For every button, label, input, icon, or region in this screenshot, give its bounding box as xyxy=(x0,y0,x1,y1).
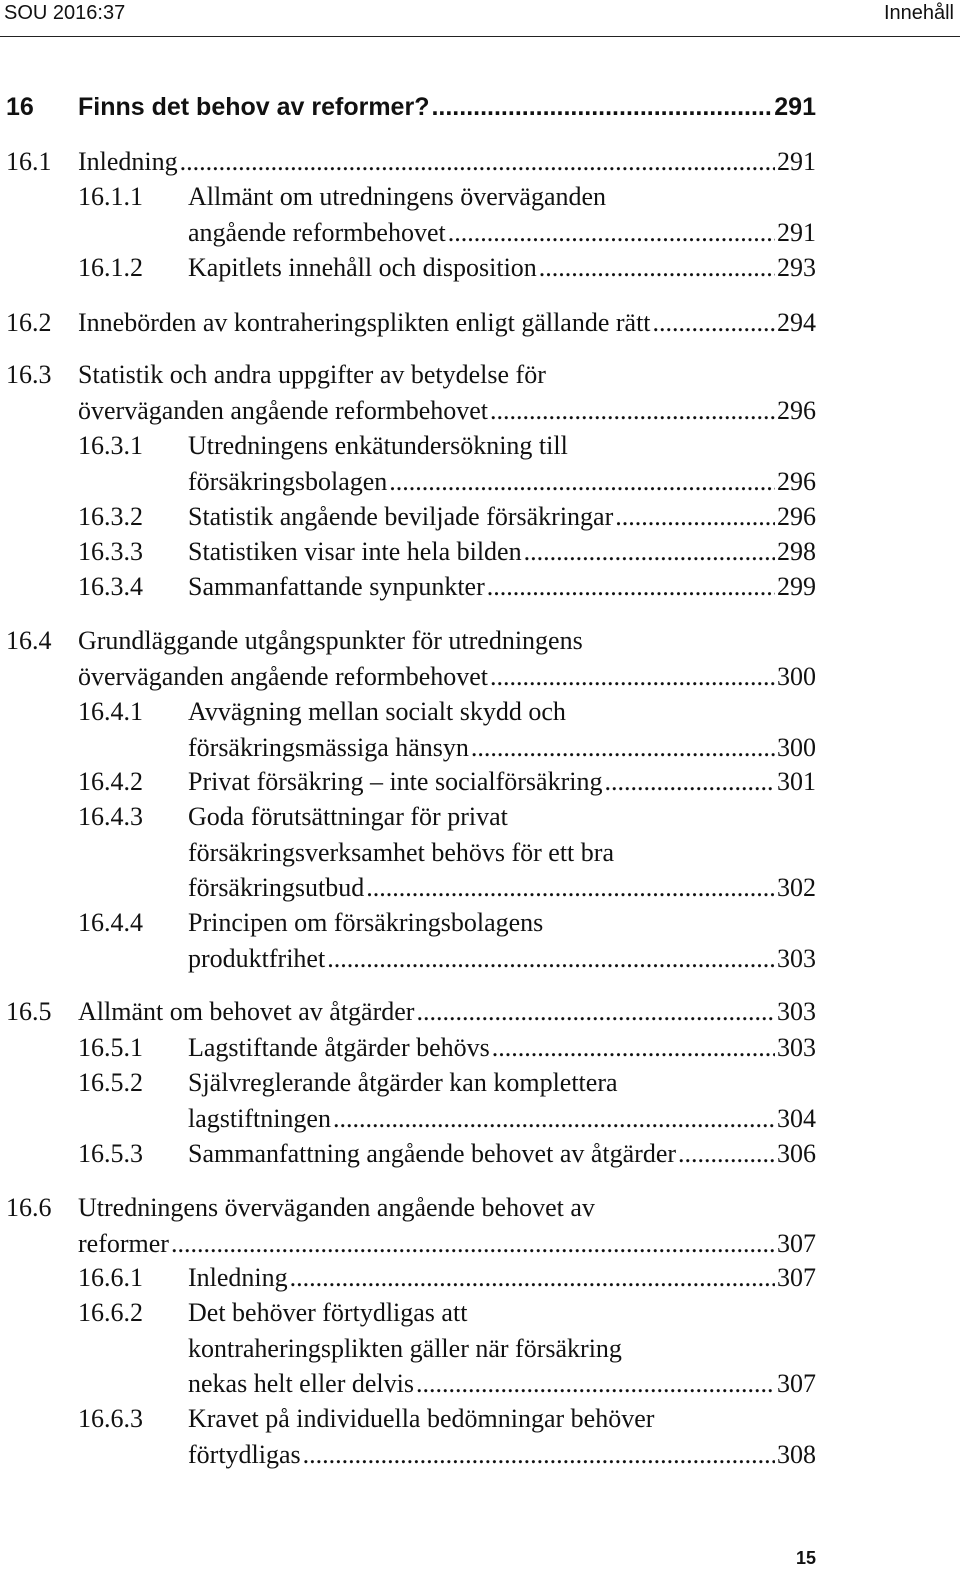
toc-entry-page: 303 xyxy=(777,943,816,973)
dot-leader xyxy=(471,730,775,766)
toc-entry-page: 303 xyxy=(777,997,816,1026)
toc-entry-page: 291 xyxy=(774,93,816,121)
toc-entry-number: 16.5.1 xyxy=(78,1033,143,1062)
toc-entry-title: överväganden angående reformbehovet xyxy=(78,395,489,425)
toc-entry-page: 298 xyxy=(777,537,816,566)
toc-entry-number: 16.4.1 xyxy=(78,697,143,726)
dot-leader xyxy=(171,1226,775,1262)
toc-entry-title: försäkringsutbud xyxy=(188,873,365,902)
dot-leader xyxy=(524,534,775,570)
toc-entry-title: förtydligas xyxy=(188,1439,301,1469)
toc-entry-title: Statistiken visar inte hela bilden xyxy=(188,537,522,566)
toc-entry-page: 302 xyxy=(777,873,816,902)
toc-entry-title: försäkringsverksamhet behövs för ett bra xyxy=(188,837,614,867)
toc-entry-number: 16.5.3 xyxy=(78,1139,143,1168)
toc-entry-title: Kravet på individuella bedömningar behöver xyxy=(188,1404,655,1433)
toc-entry-title: Utredningens enkätundersökning till xyxy=(188,431,568,460)
toc-entry-number: 16.3 xyxy=(6,360,52,389)
dot-leader xyxy=(416,1366,775,1402)
toc-entry-title: Sammanfattande synpunkter xyxy=(188,572,485,601)
page-number: 15 xyxy=(795,1548,816,1568)
dot-leader xyxy=(431,90,772,126)
toc-entry-number: 16.4 xyxy=(6,626,52,655)
toc-entry-title: nekas helt eller delvis xyxy=(188,1369,414,1398)
toc-entry-page: 307 xyxy=(777,1369,816,1398)
toc-entry-number: 16.3.4 xyxy=(78,572,143,601)
toc-entry-number: 16.5.2 xyxy=(78,1068,143,1097)
toc-entry-title: produktfrihet xyxy=(188,943,326,973)
toc-entry-title: Inledning xyxy=(188,1263,288,1292)
toc-entry-page: 300 xyxy=(777,732,816,762)
toc-entry-page: 299 xyxy=(777,572,816,601)
toc-entry-number: 16.6.1 xyxy=(78,1263,143,1292)
toc-entry-title: Kapitlets innehåll och disposition xyxy=(188,253,537,282)
toc-entry-number: 16.1 xyxy=(6,147,52,176)
toc-entry-page: 296 xyxy=(777,502,816,531)
toc-entry-number: 16.1.1 xyxy=(78,182,143,211)
toc-entry-number: 16.3.3 xyxy=(78,537,143,566)
dot-leader xyxy=(333,1101,775,1137)
toc-entry-page: 294 xyxy=(777,308,816,337)
toc-entry-title: Självreglerande åtgärder kan komplettera xyxy=(188,1068,618,1097)
toc-entry-title: Grundläggande utgångspunkter för utredningens xyxy=(78,626,583,655)
toc-entry-number: 16.4.3 xyxy=(78,802,143,831)
toc-entry-title: kontraheringsplikten gäller när försäkring xyxy=(188,1333,622,1363)
toc-entry-number: 16.3.2 xyxy=(78,502,143,531)
dot-leader xyxy=(303,1437,775,1473)
toc-entry-page: 300 xyxy=(777,661,816,691)
toc-entry-title: Privat försäkring – inte socialförsäkring xyxy=(188,767,603,796)
dot-leader xyxy=(539,250,775,286)
toc-entry-title: angående reformbehovet xyxy=(188,217,446,247)
dot-leader xyxy=(615,499,775,535)
toc-entry-number: 16.6 xyxy=(6,1193,52,1222)
dot-leader xyxy=(487,569,775,605)
toc-entry-number: 16.4.4 xyxy=(78,908,143,937)
toc-entry-page: 308 xyxy=(777,1439,816,1469)
toc-entry-number: 16.6.3 xyxy=(78,1404,143,1433)
toc-entry-number: 16.4.2 xyxy=(78,767,143,796)
dot-leader xyxy=(366,870,775,906)
toc-entry-title: Sammanfattning angående behovet av åtgärder xyxy=(188,1139,677,1168)
toc-entry-page: 307 xyxy=(777,1228,816,1258)
toc-entry-title: försäkringsmässiga hänsyn xyxy=(188,732,469,762)
toc-entry-number: 16.6.2 xyxy=(78,1298,143,1327)
toc-entry-title: Innebörden av kontraheringsplikten enligt gällande rätt xyxy=(78,308,651,337)
toc-entry-page: 291 xyxy=(777,217,816,247)
toc-entry-title: reformer xyxy=(78,1228,169,1258)
toc-entry-page: 303 xyxy=(777,1033,816,1062)
toc-entry-page: 291 xyxy=(777,147,816,176)
toc-entry-title: Utredningens överväganden angående behovet av xyxy=(78,1193,595,1222)
dot-leader xyxy=(416,994,775,1030)
dot-leader xyxy=(490,659,775,695)
running-header-left: SOU 2016:37 xyxy=(4,2,126,24)
dot-leader xyxy=(180,144,775,180)
dot-leader xyxy=(678,1136,775,1172)
toc-entry-title: Det behöver förtydligas att xyxy=(188,1298,468,1327)
dot-leader xyxy=(290,1260,775,1296)
toc-entry-number: 16.2 xyxy=(6,308,52,337)
toc-entry-page: 304 xyxy=(777,1103,816,1133)
toc-entry-title: Allmänt om behovet av åtgärder xyxy=(78,997,415,1026)
dot-leader xyxy=(389,464,775,500)
toc-entry-title: Principen om försäkringsbolagens xyxy=(188,908,544,937)
toc-entry-number: 16 xyxy=(6,93,34,121)
dot-leader xyxy=(448,215,775,251)
toc-entry-title: lagstiftningen xyxy=(188,1103,331,1133)
toc-entry-number: 16.5 xyxy=(6,997,52,1026)
dot-leader xyxy=(604,764,775,800)
toc-entry-title: Finns det behov av reformer? xyxy=(78,93,430,121)
toc-entry-title: Statistik angående beviljade försäkringar xyxy=(188,502,614,531)
toc-entry-title: Statistik och andra uppgifter av betydelse för xyxy=(78,360,546,389)
toc-entry-number: 16.3.1 xyxy=(78,431,143,460)
toc-entry-page: 306 xyxy=(777,1139,816,1168)
toc-entry-page: 307 xyxy=(777,1263,816,1292)
toc-entry-title: Goda förutsättningar för privat xyxy=(188,802,508,831)
dot-leader xyxy=(653,305,775,341)
dot-leader xyxy=(490,393,775,429)
running-header-right: Innehåll xyxy=(883,2,954,24)
toc-entry-title: Lagstiftande åtgärder behövs xyxy=(188,1033,490,1062)
toc-entry-title: överväganden angående reformbehovet xyxy=(78,661,489,691)
toc-entry-page: 293 xyxy=(777,253,816,282)
dot-leader xyxy=(492,1030,775,1066)
header-rule xyxy=(0,36,960,37)
toc-entry-page: 296 xyxy=(777,466,816,496)
toc-entry-number: 16.1.2 xyxy=(78,253,143,282)
toc-entry-title: Avvägning mellan socialt skydd och xyxy=(188,697,566,726)
toc-entry-page: 296 xyxy=(777,395,816,425)
dot-leader xyxy=(327,941,775,977)
toc-entry-title: försäkringsbolagen xyxy=(188,466,388,496)
toc-entry-page: 301 xyxy=(777,767,816,796)
toc-entry-title: Inledning xyxy=(78,147,178,176)
toc-entry-title: Allmänt om utredningens överväganden xyxy=(188,182,607,211)
